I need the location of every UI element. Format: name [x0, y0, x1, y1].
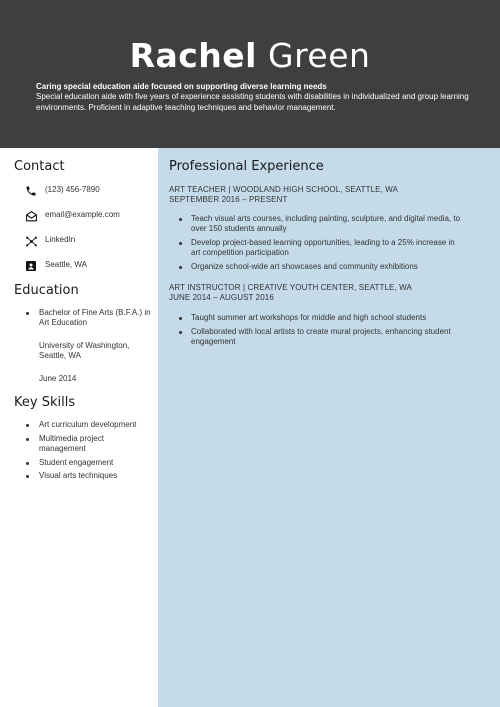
resume-header [0, 0, 500, 148]
bullet-dot [26, 462, 29, 465]
skill-item: Multimedia project management [39, 434, 104, 453]
job-bullet: Collaborated with local artists to create mural projects, enhancing student engagement [191, 327, 451, 346]
job-title: ART TEACHER | WOODLAND HIGH SCHOOL, SEATTLE, WA [169, 185, 399, 194]
location-icon [24, 259, 38, 273]
envelope-icon [24, 209, 38, 223]
education-degree: Bachelor of Fine Arts (B.F.A.) in Art Education [39, 308, 151, 327]
last-name: Green [268, 36, 371, 75]
bullet-dot [26, 475, 29, 478]
email-link[interactable]: email@example.com [45, 210, 120, 219]
education-title: Education [14, 283, 79, 298]
job-dates: JUNE 2014 – AUGUST 2016 [169, 293, 274, 302]
phone-icon [24, 184, 38, 198]
first-name: Rachel [129, 36, 257, 75]
experience-title: Professional Experience [169, 159, 324, 174]
bullet-dot [179, 331, 182, 334]
bullet-dot [179, 218, 182, 221]
phone-text: (123) 456-7890 [45, 185, 100, 194]
job-bullet: Organize school-wide art showcases and community exhibitions [191, 262, 418, 271]
bullet-dot [179, 266, 182, 269]
education-date: June 2014 [39, 374, 77, 383]
summary: Special education aide with five years of experience assisting students with disabilities in individualized and group learning environments. Proficient in adaptive teaching techniques and behavior management. [36, 92, 469, 112]
bullet-dot [179, 317, 182, 320]
location-text: Seattle, WA [45, 260, 87, 269]
job-bullet: Taught summer art workshops for middle and high school students [191, 313, 427, 322]
bullet-dot [26, 312, 29, 315]
bullet-dot [179, 242, 182, 245]
skill-item: Art curriculum development [39, 420, 137, 429]
education-school: University of Washington, Seattle, WA [39, 341, 130, 360]
skills-title: Key Skills [14, 395, 76, 410]
job-dates: SEPTEMBER 2016 – PRESENT [169, 195, 288, 204]
job-bullet: Teach visual arts courses, including painting, sculpture, and digital media, to over 150 students annually [191, 214, 461, 233]
skill-item: Visual arts techniques [39, 471, 118, 480]
job-title: ART INSTRUCTOR | CREATIVE YOUTH CENTER, SEATTLE, WA [169, 283, 412, 292]
candidate-name [0, 36, 500, 76]
linkedin-link[interactable]: LinkedIn [45, 235, 76, 244]
contact-title: Contact [14, 159, 65, 174]
headline: Caring special education aide focused on supporting diverse learning needs [36, 82, 327, 91]
bullet-dot [26, 424, 29, 427]
job-bullet: Develop project-based learning opportunities, leading to a 25% increase in art competition participation [191, 238, 455, 257]
skill-item: Student engagement [39, 458, 114, 467]
linkedin-icon [24, 234, 38, 248]
bullet-dot [26, 438, 29, 441]
